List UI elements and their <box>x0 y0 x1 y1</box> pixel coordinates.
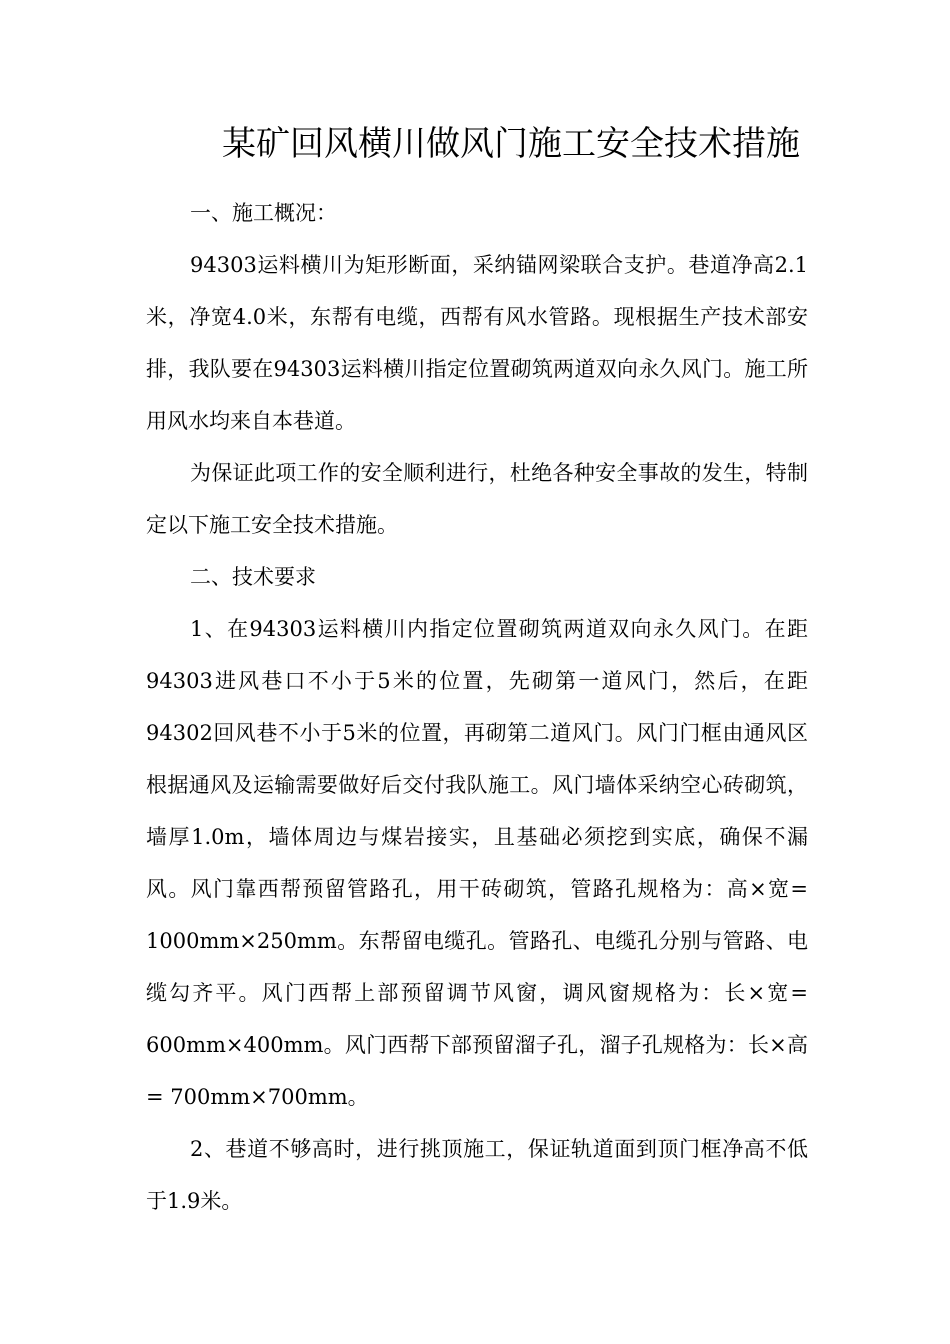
document-body <box>146 187 808 1227</box>
section-heading-requirements: 二、技术要求 <box>190 565 316 589</box>
paragraph-overview: 94303运料横川为矩形断面，采纳锚网梁联合支护。巷道净高2.1米，净宽4.0米，东帮有电缆，西帮有风水管路。现根据生产技术部安排，我队要在94303运料横川指定位置砌筑两道双向永久风门。施工所用风水均来自本巷道。 <box>146 253 808 433</box>
paragraph-purpose: 为保证此项工作的安全顺利进行，杜绝各种安全事故的发生，特制定以下施工安全技术措施。 <box>146 461 808 537</box>
paragraph-requirement-1: 1、在94303运料横川内指定位置砌筑两道双向永久风门。在距94303进风巷口不小于5米的位置，先砌第一道风门，然后，在距94302回风巷不小于5米的位置，再砌第二道风门。风门门框由通风区根据通风及运输需要做好后交付我队施工。风门墙体采纳空心砖砌筑，墙厚1.0m，墙体周边与煤岩接实，且基础必须挖到实底，确保不漏风。风门靠西帮预留管路孔，用干砖砌筑，管路孔规格为：高×宽= 1000mm×250mm。东帮留电缆孔。管路孔、电缆孔分别与管路、电缆勾齐平。风门西帮上部预留调节风窗，调风窗规格为：长×宽= 600mm×400mm。风门西帮下部预留溜子孔，溜子孔规格为：长×高= 700mm×700mm。 <box>146 617 808 1109</box>
section-heading-overview: 一、施工概况： <box>190 201 337 225</box>
document-title: 某矿回风横川做风门施工安全技术措施 <box>222 124 800 164</box>
paragraph-requirement-2: 2、巷道不够高时，进行挑顶施工，保证轨道面到顶门框净高不低于1.9米。 <box>146 1137 808 1213</box>
